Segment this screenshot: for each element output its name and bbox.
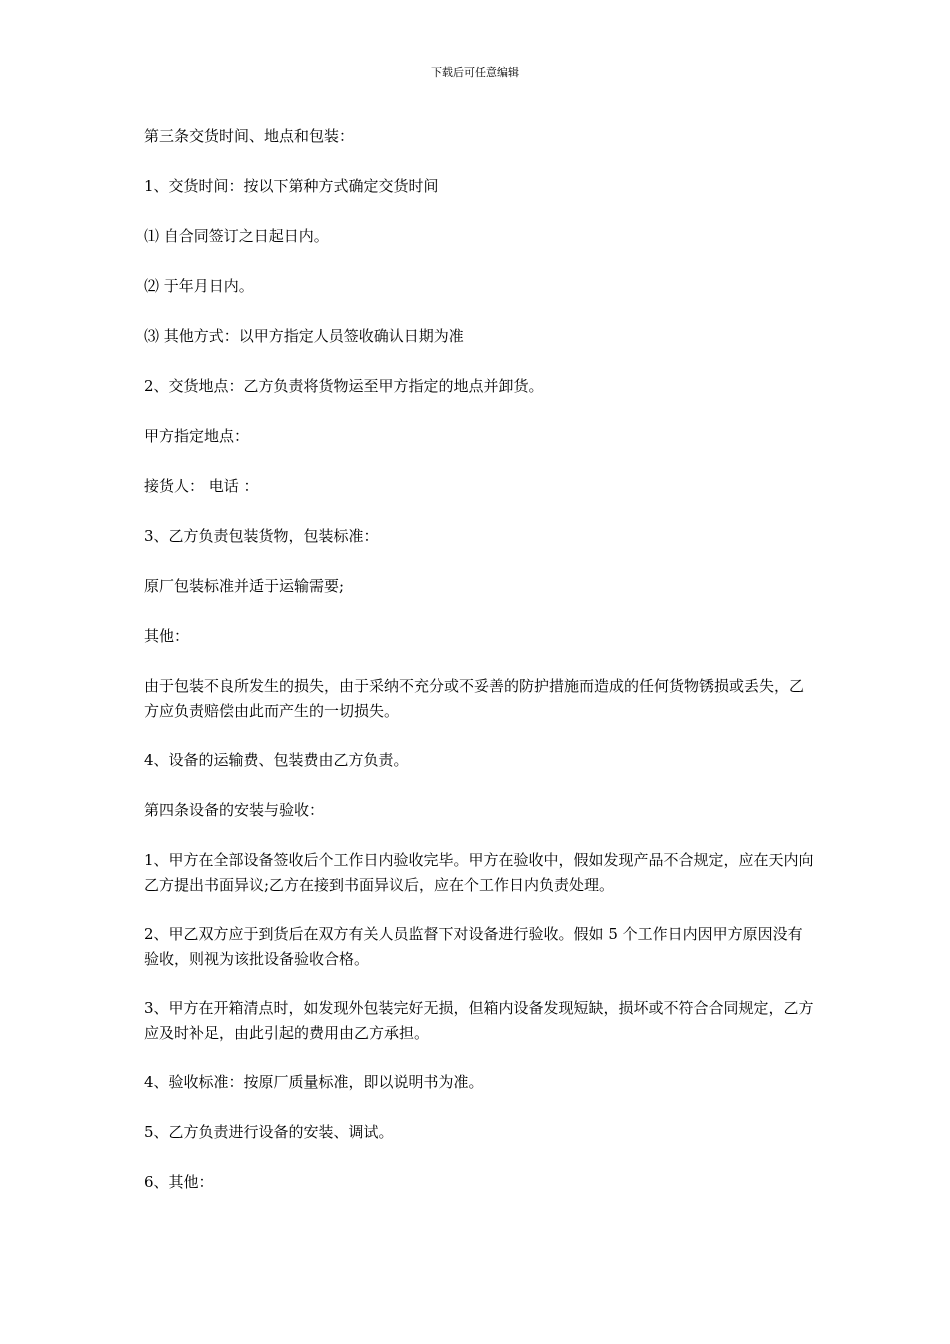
packaging-responsibility: 3、乙方负责包装货物，包装标准： [144,527,379,545]
packaging-standard: 原厂包装标准并适于运输需要; [144,577,345,595]
packaging-other: 其他： [144,627,190,645]
delivery-time: 1、交货时间：按以下第种方式确定交货时间 [144,177,439,195]
installation-clause: 5、乙方负责进行设备的安装、调试。 [144,1123,394,1141]
delivery-location: 2、交货地点：乙方负责将货物运至甲方指定的地点并卸货。 [144,377,544,395]
delivery-option-1: ⑴ 自合同签订之日起日内。 [144,227,329,245]
packaging-loss-clause: 由于包装不良所发生的损失，由于采纳不充分或不妥善的防护措施而造成的任何货物锈损或丢失，乙方应负责赔偿由此而产生的一切损失。 [144,677,805,720]
acceptance-clause-2: 2、甲乙双方应于到货后在双方有关人员监督下对设备进行验收。假如 5 个工作日内因甲方原因没有验收，则视为该批设备验收合格。 [144,925,803,968]
article-4-title: 第四条设备的安装与验收： [144,801,325,819]
acceptance-clause-1: 1、甲方在全部设备签收后个工作日内验收完毕。甲方在验收中，假如发现产品不合规定，应在天内向乙方提出书面异议;乙方在接到书面异议后，应在个工作日内负责处理。 [144,851,814,894]
receiver-phone: 接货人： 电话 ： [144,477,259,495]
acceptance-other: 6、其他： [144,1173,214,1191]
page-header: 下载后可任意编辑 [431,66,519,79]
acceptance-standard: 4、验收标准：按原厂质量标准，即以说明书为准。 [144,1073,484,1091]
designated-location: 甲方指定地点： [144,427,250,445]
transport-cost: 4、设备的运输费、包装费由乙方负责。 [144,751,409,769]
delivery-option-2: ⑵ 于年月日内。 [144,277,254,295]
acceptance-clause-3: 3、甲方在开箱清点时，如发现外包装完好无损，但箱内设备发现短缺，损坏或不符合合同规定，乙方应及时补足，由此引起的费用由乙方承担。 [144,999,814,1042]
article-3-title: 第三条交货时间、地点和包装： [144,127,355,145]
delivery-option-3: ⑶ 其他方式：以甲方指定人员签收确认日期为准 [144,327,464,345]
